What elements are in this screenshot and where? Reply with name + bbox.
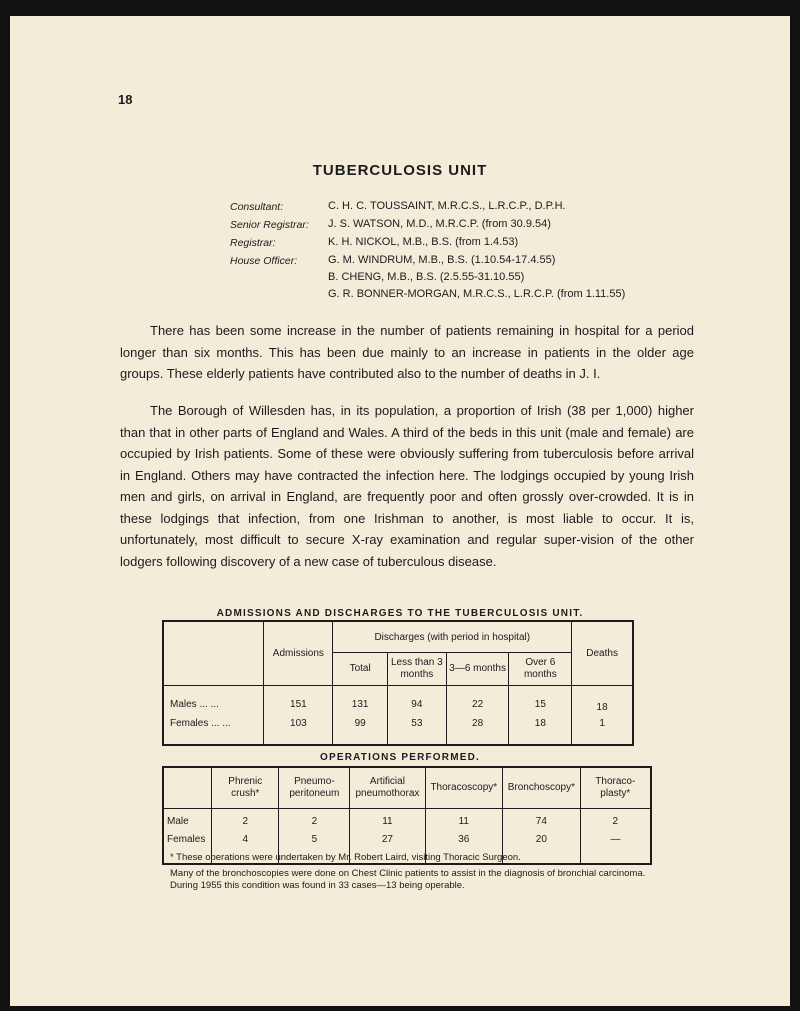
cell: 74 (503, 809, 581, 832)
cell: 99 (333, 716, 388, 745)
staff-role: Consultant: (230, 201, 284, 213)
cell: 27 (350, 831, 425, 864)
cell: 11 (425, 809, 502, 832)
staff-row (230, 198, 625, 216)
footnote: Many of the bronchoscopies were done on Chest Clinic patients to assist in the diagnosis of bronchial carcinoma. During 1955 this condition was found in 33 cases—13 being operable. (170, 868, 646, 891)
page-number: 18 (118, 92, 133, 107)
header-discharges: Discharges (with period in hospital) (333, 621, 572, 653)
staff-name: K. H. NICKOL, M.B., B.S. (from 1.4.53) (328, 236, 519, 248)
staff-row (230, 234, 625, 252)
row-label: Male (163, 809, 212, 832)
row-label: Females ... ... (163, 716, 264, 745)
footnotes (170, 852, 670, 892)
header-artificial-pneumothorax: Artificial pneumothorax (350, 767, 425, 809)
cell: 2 (212, 809, 279, 832)
cell: 36 (425, 831, 502, 864)
table-caption: ADMISSIONS AND DISCHARGES TO THE TUBERCULOSIS UNIT. (216, 608, 584, 619)
header-bronchoscopy: Bronchoscopy* (503, 767, 581, 809)
page (10, 16, 790, 1006)
cell: — (580, 831, 651, 864)
paragraph: There has been some increase in the number of patients remaining in hospital for a period longer than six months. This has been due mainly to an increase in patients in the older age groups. These elderly patients have contributed also to the number of deaths in J. I. (120, 323, 694, 381)
cell: 22 (446, 686, 509, 717)
header-admissions: Admissions (264, 621, 333, 686)
cell: 5 (279, 831, 350, 864)
cell: 2 (279, 809, 350, 832)
cell: 1 (572, 716, 633, 745)
staff-row (230, 216, 625, 234)
staff-list (230, 198, 625, 303)
cell: 151 (264, 686, 333, 717)
section-title: TUBERCULOSIS UNIT (312, 162, 488, 179)
cell: 11 (350, 809, 425, 832)
header-thoracoplasty: Thoraco-plasty* (580, 767, 651, 809)
staff-role: Senior Registrar: (230, 219, 309, 231)
footnote: * These operations were undertaken by Mr. Robert Laird, visiting Thoracic Surgeon. (170, 852, 521, 863)
cell: 18 (572, 686, 633, 717)
staff-row (230, 252, 625, 303)
paragraph: The Borough of Willesden has, in its population, a proportion of Irish (38 per 1,000) higher than that in other parts of England and Wales. A third of the beds in this unit (male and female) are occupied by Irish patients. Some of these were obviously suffering from tuberculosis before arrival in England. Others may have contracted the infection here. The lodgings occupied by young Irish men and girls, on arrival in England, are frequently poor and often grossly over-crowded. It is in these lodgings that infection, from one Irishman to another, is most liable to occur. It is, unfortunately, most difficult to secure X-ray examination and regular super-vision of the other lodgers following discovery of a new case of tuberculous disease. (120, 403, 694, 569)
operations-table (162, 766, 652, 865)
table-row (163, 686, 633, 717)
cell: 103 (264, 716, 333, 745)
admissions-table (162, 620, 634, 746)
table-caption: OPERATIONS PERFORMED. (319, 752, 481, 763)
header-total: Total (333, 653, 388, 686)
cell: 20 (503, 831, 581, 864)
staff-name: C. H. C. TOUSSAINT, M.R.C.S., L.R.C.P., D.P.H. (328, 200, 566, 212)
cell: 15 (509, 686, 572, 717)
staff-role: Registrar: (230, 237, 276, 249)
cell: 28 (446, 716, 509, 745)
staff-name: G. M. WINDRUM, M.B., B.S. (1.10.54-17.4.55) (328, 254, 556, 266)
staff-name: J. S. WATSON, M.D., M.R.C.P. (from 30.9.54) (328, 218, 551, 230)
empty-header (163, 621, 264, 686)
header-less-than-3: Less than 3 months (387, 653, 446, 686)
header-phrenic-crush: Phrenic crush* (212, 767, 279, 809)
staff-name: G. R. BONNER-MORGAN, M.R.C.S., L.R.C.P. (from 1.11.55) (328, 288, 626, 300)
table-row (163, 716, 633, 745)
cell: 4 (212, 831, 279, 864)
header-thoracoscopy: Thoracoscopy* (425, 767, 502, 809)
header-3-6: 3—6 months (446, 653, 509, 686)
cell: 18 (509, 716, 572, 745)
row-label: Males ... ... (163, 686, 264, 717)
header-over-6: Over 6 months (509, 653, 572, 686)
staff-role: House Officer: (230, 255, 298, 267)
header-deaths: Deaths (572, 621, 633, 686)
cell: 131 (333, 686, 388, 717)
cell: 2 (580, 809, 651, 832)
header-pneumoperitoneum: Pneumo-peritoneum (279, 767, 350, 809)
empty-header (163, 767, 212, 809)
cell: 94 (387, 686, 446, 717)
staff-name: B. CHENG, M.B., B.S. (2.5.55-31.10.55) (328, 271, 525, 283)
cell: 53 (387, 716, 446, 745)
table-row (163, 809, 651, 832)
row-label: Females (163, 831, 212, 864)
